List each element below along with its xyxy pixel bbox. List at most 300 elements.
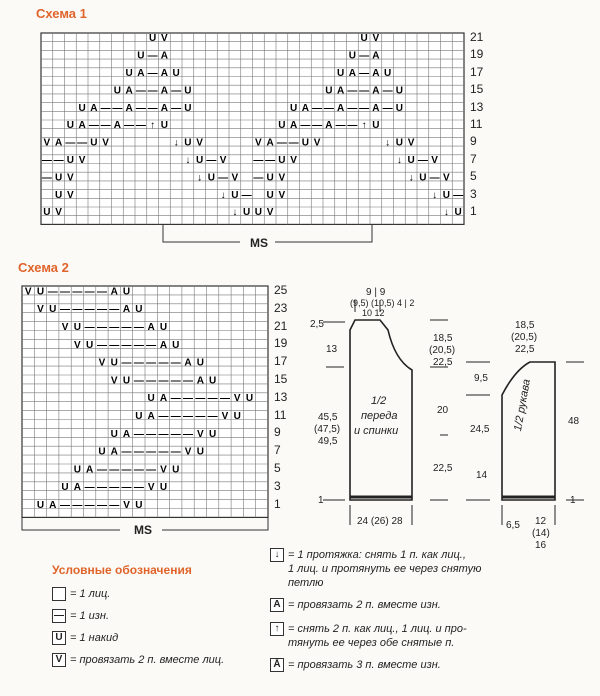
scheme1-stitch: V	[67, 172, 74, 184]
scheme2-stitch: V	[74, 339, 81, 351]
scheme1-stitch: U	[395, 102, 403, 114]
scheme2-stitch: A	[122, 304, 131, 316]
scheme2-stitch: —	[170, 428, 181, 440]
scheme1-stitch: —	[41, 155, 52, 166]
scheme1-stitch: U	[66, 155, 74, 166]
scheme2-stitch: —	[96, 464, 107, 476]
sleeve-top-18-5: 18,5	[515, 320, 535, 331]
scheme1-stitch: U	[290, 102, 298, 114]
scheme2-stitch: —	[183, 375, 194, 387]
scheme1-stitch: —	[218, 172, 229, 184]
scheme1-stitch: U	[407, 155, 415, 166]
scheme1-row-number: 5	[470, 169, 477, 184]
scheme1-stitch: A	[78, 120, 86, 132]
scheme2-stitch: —	[158, 446, 169, 458]
scheme1-stitch: U	[348, 50, 356, 62]
scheme2-stitch: —	[133, 322, 144, 333]
scheme1-stitch: —	[276, 137, 287, 149]
sleeve-bottom-16: 16	[535, 540, 547, 551]
scheme1-stitch: U	[137, 50, 145, 62]
p2tog-symbol-icon: A	[270, 598, 284, 612]
scheme2-stitch: A	[159, 339, 168, 351]
scheme2-stitch: —	[96, 322, 107, 333]
scheme2-stitch: —	[170, 375, 181, 387]
scheme1-stitch: —	[312, 102, 323, 114]
scheme2-stitch: V	[197, 428, 204, 440]
scheme1-stitch: V	[278, 172, 286, 184]
scheme2-stitch: U	[122, 375, 131, 387]
scheme1-row-number: 15	[470, 82, 484, 97]
scheme1-stitch: U	[442, 189, 450, 201]
scheme2-stitch: —	[207, 411, 218, 422]
scheme2-row-number: 21	[274, 318, 288, 333]
front-left-total-3: 49,5	[318, 436, 338, 447]
front-neck-sub2: 10 12	[362, 308, 385, 318]
scheme1-stitch: ↑	[150, 120, 156, 132]
scheme1-stitch: —	[429, 172, 440, 184]
legend-item-purl: — = 1 изн.	[54, 610, 109, 622]
scheme2-stitch: —	[133, 464, 144, 476]
scheme1-stitch: ↓	[197, 172, 203, 184]
scheme1-stitch: V	[78, 155, 86, 166]
scheme2-stitch: U	[172, 464, 180, 476]
scheme1-stitch: —	[112, 102, 123, 114]
scheme1-stitch: A	[160, 85, 168, 97]
scheme1-stitch: U	[207, 172, 215, 184]
scheme1-stitch: U	[395, 85, 403, 97]
scheme1-stitch: U	[395, 137, 403, 149]
scheme2-stitch: —	[146, 357, 157, 369]
scheme1-stitch: —	[147, 85, 158, 97]
scheme1-stitch: V	[372, 33, 380, 45]
scheme2-stitch: V	[123, 500, 130, 511]
scheme2-stitch: U	[49, 304, 57, 316]
scheme1-stitch: V	[266, 207, 274, 219]
scheme2-stitch: —	[183, 393, 194, 405]
front-label-3: и спинки	[354, 425, 399, 437]
scheme1-stitch: ↓	[408, 172, 414, 184]
scheme2-stitch: A	[196, 375, 204, 387]
scheme1-stitch: V	[102, 137, 109, 149]
scheme2-stitch: —	[84, 322, 95, 333]
scheme1-stitch: U	[254, 207, 262, 219]
scheme2-stitch: U	[110, 428, 118, 440]
scheme2-row-number: 7	[274, 443, 281, 458]
purl-symbol-icon: —	[54, 610, 64, 622]
scheme1-stitch: U	[266, 172, 274, 184]
legend-item-p3tog: Å = провязать 3 п. вместе изн.	[270, 658, 441, 672]
scheme1-row-number: 3	[470, 186, 477, 201]
p3tog-symbol-icon: Å	[270, 658, 284, 672]
scheme1-row-number: 11	[470, 117, 483, 131]
scheme2-stitch: —	[207, 393, 218, 405]
scheme2-row-number: 13	[274, 389, 288, 404]
scheme1-stitch: U	[196, 155, 204, 166]
scheme1-stitch: ↓	[185, 155, 191, 166]
scheme1-stitch: U	[325, 85, 333, 97]
scheme2-stitch: —	[133, 446, 144, 458]
scheme2-stitch: —	[121, 357, 132, 369]
scheme1-stitch: V	[67, 189, 74, 201]
scheme2-row-number: 3	[274, 478, 281, 493]
scheme1-stitch: A	[90, 102, 98, 114]
scheme1-stitch: —	[253, 172, 264, 184]
scheme2-stitch: —	[121, 339, 132, 351]
scheme2-stitch: —	[60, 304, 71, 316]
scheme2-stitch: A	[147, 322, 155, 333]
scheme2-stitch: —	[170, 393, 181, 405]
scheme1-stitch: U	[278, 155, 286, 166]
scheme1-stitch: —	[41, 172, 52, 184]
scheme2-stitch: U	[196, 357, 204, 369]
scheme1-row-number: 17	[470, 64, 484, 79]
legend-title: Условные обозначения	[52, 563, 192, 577]
scheme2-stitch: —	[96, 482, 107, 494]
scheme2-stitch: —	[146, 375, 157, 387]
legend-item-yarnover: U = 1 накид	[52, 631, 118, 645]
scheme2-stitch: —	[109, 500, 120, 511]
scheme2-stitch: —	[133, 482, 144, 494]
scheme1-stitch: A	[301, 102, 309, 114]
scheme2-stitch: —	[133, 428, 144, 440]
scheme2-row-number: 11	[274, 407, 287, 422]
scheme2-stitch: —	[146, 464, 157, 476]
sleeve-left-14: 14	[476, 470, 488, 481]
scheme2-stitch: U	[110, 357, 118, 369]
scheme2-row-number: 15	[274, 372, 288, 386]
front-neck-sub: (9,5) (10,5) 4 | 2	[350, 298, 415, 308]
scheme2-stitch: U	[233, 411, 241, 422]
scheme2-stitch: —	[96, 304, 107, 316]
scheme2-stitch: V	[233, 393, 241, 405]
scheme2-stitch: U	[159, 482, 168, 494]
scheme1-stitch: —	[347, 85, 358, 97]
scheme2-stitch: —	[84, 482, 95, 494]
scheme2-stitch: —	[109, 304, 120, 316]
scheme1-stitch: U	[125, 68, 133, 79]
scheme1-stitch: U	[78, 102, 86, 114]
front-right-20-5: (20,5)	[429, 345, 456, 356]
scheme2-stitch: —	[219, 393, 230, 405]
scheme2-stitch: V	[110, 375, 118, 387]
scheme2-stitch: —	[133, 375, 144, 387]
front-right-20: 20	[437, 405, 449, 416]
scheme1-stitch: U	[55, 189, 63, 201]
scheme2-stitch: A	[147, 411, 155, 422]
sleeve-top-20-5: (20,5)	[511, 332, 538, 343]
scheme1-stitch: A	[160, 68, 168, 79]
front-bottom-1: 1	[318, 495, 324, 506]
scheme2-stitch: V	[37, 304, 44, 316]
sleeve-bottom-12: 12	[535, 516, 547, 527]
scheme2-stitch: U	[36, 286, 45, 298]
scheme2-stitch: —	[109, 464, 120, 476]
scheme2-stitch: —	[84, 500, 95, 511]
scheme2-stitch: V	[61, 322, 69, 333]
scheme1-stitch: A	[125, 102, 133, 114]
scheme1-stitch: —	[359, 102, 370, 114]
scheme1-stitch: —	[288, 137, 299, 149]
scheme2-stitch: V	[147, 482, 155, 494]
scheme2-stitch: —	[72, 304, 83, 316]
scheme2-stitch: —	[158, 411, 169, 422]
scheme2-stitch: U	[147, 393, 155, 405]
scheme1-stitch: —	[359, 68, 370, 79]
scheme2-row-number: 9	[274, 425, 281, 440]
sleeve-left-9-5: 9,5	[474, 373, 488, 384]
scheme1-stitch: U	[149, 33, 157, 45]
scheme2-stitch: A	[73, 482, 81, 494]
scheme2-stitch: —	[195, 411, 206, 422]
scheme2-stitch: U	[209, 375, 217, 387]
scheme1-stitch: ↑	[361, 120, 367, 132]
scheme1-stitch: U	[160, 120, 168, 132]
scheme1-stitch: ↓	[443, 207, 449, 219]
front-right-18-5: 18,5	[433, 333, 453, 344]
scheme1-row-number: 9	[470, 134, 477, 149]
scheme2-stitch: —	[183, 428, 194, 440]
scheme2-stitch: —	[158, 375, 169, 387]
scheme1-stitch: —	[312, 120, 323, 132]
scheme1-stitch: U	[301, 137, 309, 149]
scheme2-row-number: 19	[274, 336, 288, 351]
scheme2-stitch: —	[121, 482, 132, 494]
scheme2-stitch: U	[209, 428, 217, 440]
legend-item-sk2p-2: тянуть ее через обе снятые п.	[288, 637, 455, 649]
scheme1-stitch: A	[372, 68, 380, 79]
scheme2-stitch: —	[109, 322, 120, 333]
scheme1-row-number: 13	[470, 99, 484, 114]
front-bottom-width: 24 (26) 28	[357, 516, 403, 527]
scheme1-stitch: A	[325, 120, 333, 132]
scheme1-stitch: A	[113, 120, 121, 132]
scheme1-row-number: 21	[470, 30, 484, 44]
scheme1-stitch: —	[77, 137, 88, 149]
scheme1-row-number: 1	[470, 204, 477, 218]
scheme1-stitch: A	[372, 50, 380, 62]
scheme1-stitch: V	[431, 155, 438, 166]
scheme1-stitch: —	[88, 120, 99, 132]
legend-item-skp-3: петлю	[288, 577, 324, 589]
scheme1-stitch: V	[278, 189, 286, 201]
scheme2-stitch: U	[159, 322, 168, 333]
sleeve-bottom-6-5: 6,5	[506, 520, 520, 531]
scheme1-stitch: U	[360, 33, 368, 45]
scheme2-stitch: V	[221, 411, 229, 422]
scheme1-stitch: —	[147, 68, 158, 79]
scheme2-stitch: —	[60, 500, 71, 511]
scheme2-stitch: U	[196, 446, 204, 458]
front-neck-top: 9 | 9	[366, 287, 386, 298]
legend-item-knit: = 1 лиц.	[52, 587, 110, 601]
scheme1-stitch: —	[171, 85, 182, 97]
scheme1-stitch: U	[184, 137, 192, 149]
scheme1-stitch: U	[454, 207, 462, 219]
scheme1-stitch: —	[359, 50, 370, 62]
yarnover-symbol-icon: U	[52, 631, 66, 645]
scheme1-stitch: A	[137, 68, 145, 79]
scheme1-title: Схема 1	[36, 6, 87, 21]
scheme1-stitch: U	[384, 68, 392, 79]
scheme1-stitch: U	[372, 120, 380, 132]
scheme2-stitch: A	[184, 357, 192, 369]
scheme2-stitch: —	[96, 286, 107, 298]
legend-item-skp-2: 1 лиц. и протянуть ее через снятую	[288, 563, 482, 575]
scheme2-stitch: U	[135, 500, 143, 511]
scheme2-stitch: —	[146, 339, 157, 351]
scheme1-stitch: A	[125, 85, 133, 97]
scheme2-stitch: U	[135, 304, 143, 316]
legend-item-skp: ↓ = 1 протяжка: снять 1 п. как лиц.,	[270, 548, 466, 562]
scheme1-stitch: U	[231, 189, 239, 201]
scheme2-stitch: —	[121, 464, 132, 476]
scheme2-stitch: —	[72, 286, 83, 298]
scheme2-stitch: A	[110, 446, 118, 458]
scheme2-stitch: V	[24, 286, 32, 298]
scheme1-stitch: V	[43, 137, 51, 149]
scheme1-stitch: —	[300, 120, 311, 132]
scheme1-stitch: —	[253, 155, 264, 166]
scheme2-stitch: —	[121, 322, 132, 333]
scheme2-ms-label: MS	[134, 523, 152, 537]
scheme2-stitch: A	[86, 464, 94, 476]
front-left-total-2: (47,5)	[314, 424, 341, 435]
scheme2-stitch: —	[96, 339, 107, 351]
scheme1-stitch: V	[443, 172, 450, 184]
scheme1-stitch: U	[55, 172, 63, 184]
scheme1-grid	[41, 33, 464, 224]
scheme1-stitch: A	[348, 68, 356, 79]
legend-item-k2tog: V = провязать 2 п. вместе лиц.	[52, 653, 224, 667]
scheme2-stitch: A	[49, 500, 57, 511]
k2tog-symbol-icon: V	[52, 653, 66, 667]
scheme1-stitch: —	[206, 155, 217, 166]
legend-item-p2tog: A = провязать 2 п. вместе изн.	[270, 598, 441, 612]
scheme1-stitch: ↓	[385, 137, 391, 149]
scheme2-stitch: A	[122, 428, 131, 440]
sleeve-label: 1/2 рукава	[512, 378, 533, 433]
scheme1-stitch: U	[337, 68, 345, 79]
scheme1-stitch: —	[453, 189, 464, 201]
scheme1-stitch: V	[55, 207, 62, 219]
scheme2-row-number: 5	[274, 461, 281, 475]
scheme1-stitch: ↓	[432, 189, 438, 201]
scheme2-stitch: —	[84, 286, 95, 298]
scheme1-stitch: U	[43, 207, 51, 219]
knit-symbol-icon	[52, 587, 66, 601]
scheme2-stitch: U	[245, 393, 254, 405]
front-left-13: 13	[326, 344, 338, 355]
sleeve-right-48: 48	[568, 416, 580, 427]
scheme1-stitch: —	[382, 102, 393, 114]
scheme1-stitch: —	[335, 120, 346, 132]
scheme1-stitch: —	[265, 155, 276, 166]
scheme1-ms-label: MS	[250, 236, 268, 250]
sk2p-symbol-icon: ↑	[270, 622, 284, 636]
scheme1-stitch: —	[347, 102, 358, 114]
scheme1-stitch: U	[278, 120, 286, 132]
scheme2-stitch: —	[121, 446, 132, 458]
scheme2-stitch: —	[96, 500, 107, 511]
scheme1-stitch: U	[266, 189, 274, 201]
scheme2-stitch: A	[159, 393, 168, 405]
scheme1-stitch: —	[124, 120, 135, 132]
scheme1-stitch: —	[100, 102, 111, 114]
scheme1-stitch: V	[407, 137, 415, 149]
scheme1-stitch: U	[184, 102, 192, 114]
scheme1-stitch: ↓	[220, 189, 226, 201]
front-label-2: переда	[361, 410, 398, 422]
scheme2-stitch: —	[109, 339, 120, 351]
scheme1-stitch: —	[135, 85, 146, 97]
scheme1-stitch: —	[323, 102, 334, 114]
scheme2-stitch: —	[109, 482, 120, 494]
scheme1-stitch: —	[171, 102, 182, 114]
scheme2-row-number: 25	[274, 283, 288, 297]
scheme1-stitch: U	[66, 120, 74, 132]
scheme2-stitch: —	[158, 357, 169, 369]
skp-symbol-icon: ↓	[270, 548, 284, 562]
scheme1-stitch: A	[337, 102, 345, 114]
scheme1-stitch: U	[90, 137, 98, 149]
sleeve-bottom-1: 1	[570, 495, 576, 506]
scheme2-stitch: —	[146, 428, 157, 440]
scheme2-row-number: 17	[274, 354, 288, 369]
scheme2-stitch: —	[195, 393, 206, 405]
scheme1-stitch: A	[372, 85, 380, 97]
scheme2-stitch: —	[133, 357, 144, 369]
sleeve-left-24-5: 24,5	[470, 424, 490, 435]
scheme1-stitch: A	[160, 50, 168, 62]
scheme2-stitch: —	[72, 500, 83, 511]
scheme2-stitch: U	[61, 482, 69, 494]
scheme1-stitch: —	[382, 85, 393, 97]
scheme1-stitch: A	[290, 120, 298, 132]
sleeve-top-22-5: 22,5	[515, 344, 535, 355]
scheme2-grid	[22, 286, 268, 517]
scheme1-stitch: —	[135, 120, 146, 132]
scheme1-stitch: U	[243, 207, 251, 219]
front-right-22-5b: 22,5	[433, 463, 453, 474]
scheme2-stitch: V	[98, 357, 106, 369]
scheme1-stitch: —	[347, 120, 358, 132]
scheme2-row-number: 1	[274, 496, 281, 511]
scheme1-stitch: V	[161, 33, 168, 45]
front-left-total: 45,5	[318, 412, 338, 423]
scheme1-stitch: A	[55, 137, 63, 149]
scheme1-stitch: V	[290, 155, 297, 166]
scheme1-stitch: —	[241, 189, 252, 201]
front-right-22-5: 22,5	[433, 357, 453, 368]
scheme2-row-number: 23	[274, 300, 288, 315]
scheme1-stitch: —	[53, 155, 64, 166]
scheme2-stitch: U	[73, 464, 81, 476]
scheme1-stitch: A	[337, 85, 345, 97]
scheme2-stitch: —	[158, 428, 169, 440]
scheme1-stitch: A	[160, 102, 168, 114]
scheme1-stitch: —	[417, 155, 428, 166]
scheme1-stitch: V	[196, 137, 203, 149]
scheme1-stitch: ↓	[232, 207, 238, 219]
front-left-2-5: 2,5	[310, 319, 324, 330]
scheme1-stitch: V	[255, 137, 262, 149]
scheme2-stitch: —	[170, 446, 181, 458]
scheme1-stitch: —	[65, 137, 76, 149]
scheme1-stitch: —	[147, 102, 158, 114]
scheme1-row-number: 7	[470, 151, 477, 166]
scheme2-stitch: —	[84, 304, 95, 316]
scheme1-stitch: —	[135, 102, 146, 114]
